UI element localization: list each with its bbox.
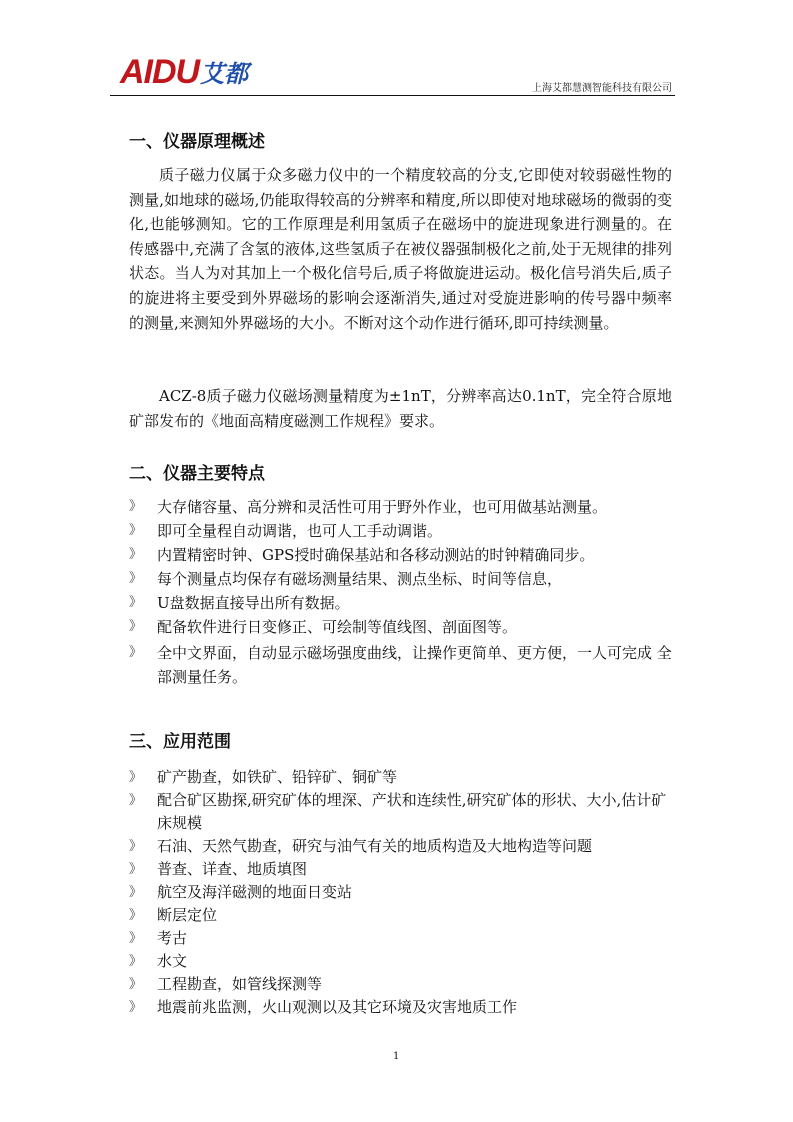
list-item-text: 即可全量程自动调谐，也可人工手动调谐。 — [157, 522, 443, 540]
list-item — [129, 615, 672, 639]
bullet-icon: 》 — [129, 862, 143, 877]
header-divider — [110, 95, 675, 96]
list-item-text: 考古 — [157, 929, 188, 947]
list-item — [129, 766, 672, 789]
list-item — [129, 789, 672, 835]
list-item-text: 矿产勘查，如铁矿、铅锌矿、铜矿等 — [157, 768, 398, 786]
list-item — [129, 904, 672, 927]
page-number: 1 — [393, 1051, 400, 1062]
list-item — [129, 927, 672, 950]
list-item-text: 水文 — [157, 952, 188, 970]
section2-heading: 二、仪器主要特点 — [129, 464, 265, 484]
list-item-text: 大存储容量、高分辨和灵活性可用于野外作业，也可用做基站测量。 — [157, 498, 608, 516]
bullet-icon: 》 — [129, 885, 143, 900]
bullet-icon: 》 — [129, 499, 143, 514]
bullet-icon: 》 — [129, 977, 143, 992]
logo-latin: AIDU — [120, 53, 200, 91]
bullet-icon: 》 — [129, 770, 143, 785]
list-item — [129, 591, 672, 615]
bullet-icon: 》 — [129, 954, 143, 969]
bullet-icon: 》 — [129, 1000, 143, 1015]
list-item — [129, 858, 672, 881]
applications-list — [129, 766, 672, 1019]
section3-heading: 三、应用范围 — [129, 732, 231, 752]
list-item-text: 配合矿区勘探,研究矿体的埋深、产状和连续性,研究矿体的形状、大小,估计矿床规模 — [157, 791, 667, 832]
list-item-text: 每个测量点均保存有磁场测量结果、测点坐标、时间等信息， — [157, 570, 563, 588]
list-item-text: 断层定位 — [157, 906, 218, 924]
bullet-icon: 》 — [129, 645, 143, 660]
bullet-icon: 》 — [129, 619, 143, 634]
list-item — [129, 519, 672, 543]
bullet-icon: 》 — [129, 595, 143, 610]
section1-heading: 一、仪器原理概述 — [129, 132, 265, 152]
bullet-icon: 》 — [129, 547, 143, 562]
bullet-icon: 》 — [129, 793, 143, 808]
section1-paragraph-1: 质子磁力仪属于众多磁力仪中的一个精度较高的分支,它即使对较弱磁性物的测量,如地球的磁场,仍能取得较高的分辨率和精度,所以即使对地球磁场的微弱的变化,也能够测知。它的工作原理是利用氢质子在磁场中的旋进现象进行测量的。在传感器中,充满了含氢的液体,这些氢质子在被仪器强制极化之前,处于无规律的排列状态。当人为对其加上一个极化信号后,质子将做旋进运动。极化信号消失后,质子的旋进将主要受到外界磁场的影响会逐渐消失,通过对受旋进影响的传号器中频率的测量,来测知外界磁场的大小。不断对这个动作进行循环,即可持续测量。 — [129, 166, 672, 332]
bullet-icon: 》 — [129, 523, 143, 538]
list-item-text: 石油、天然气勘查，研究与油气有关的地质构造及大地构造等问题 — [157, 837, 593, 855]
list-item-text: U盘数据直接导出所有数据。 — [157, 594, 350, 612]
bullet-icon: 》 — [129, 571, 143, 586]
list-item — [129, 543, 672, 567]
list-item-text: 航空及海洋磁测的地面日变站 — [157, 883, 353, 901]
list-item-text: 全中文界面，自动显示磁场强度曲线，让操作更简单、更方便，一人可完成 全部测量任务。 — [157, 644, 672, 686]
list-item-text: 工程勘查，如管线探测等 — [157, 975, 323, 993]
header-company-name: 上海艾都慧测智能科技有限公司 — [532, 83, 672, 94]
features-list — [129, 495, 672, 689]
list-item — [129, 996, 672, 1019]
list-item — [129, 950, 672, 973]
bullet-icon: 》 — [129, 839, 143, 854]
list-item-text: 内置精密时钟、GPS授时确保基站和各移动测站的时钟精确同步。 — [157, 546, 595, 564]
list-item — [129, 641, 672, 689]
list-item — [129, 567, 672, 591]
bullet-icon: 》 — [129, 931, 143, 946]
bullet-icon: 》 — [129, 908, 143, 923]
list-item-text: 配备软件进行日变修正、可绘制等值线图、剖面图等。 — [157, 618, 518, 636]
list-item — [129, 881, 672, 904]
list-item-text: 地震前兆监测，火山观测以及其它环境及灾害地质工作 — [157, 998, 518, 1016]
company-logo — [120, 52, 248, 90]
list-item — [129, 973, 672, 996]
list-item — [129, 495, 672, 519]
list-item-text: 普查、详查、地质填图 — [157, 860, 308, 878]
logo-chinese: 艾都 — [200, 60, 249, 88]
section1-paragraph-2: ACZ-8质子磁力仪磁场测量精度为±1nT，分辨率高达0.1nT，完全符合原地矿部发布的《地面高精度磁测工作规程》要求。 — [129, 387, 672, 430]
list-item — [129, 835, 672, 858]
